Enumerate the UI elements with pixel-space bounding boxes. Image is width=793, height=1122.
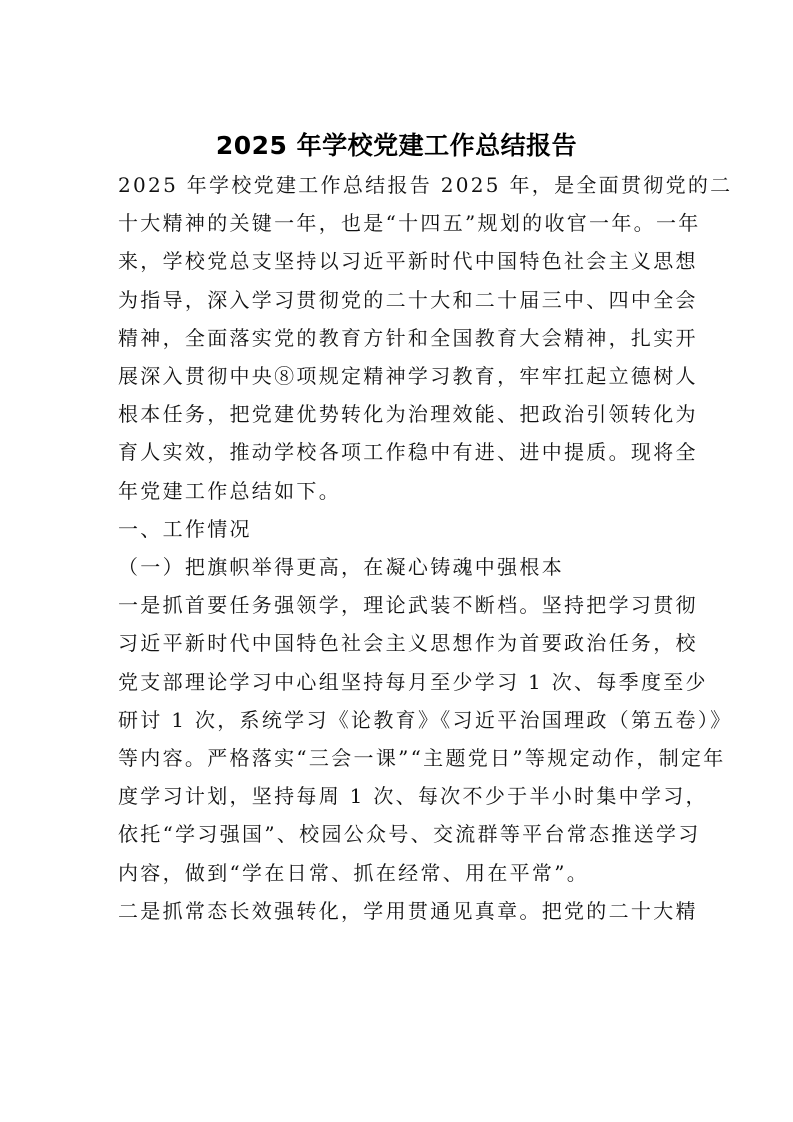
body-line: 习近平新时代中国特色社会主义思想作为首要政治任务，校 <box>118 631 698 656</box>
document-title: 2025 年学校党建工作总结报告 <box>215 131 578 160</box>
document-body <box>118 166 733 930</box>
body-line: 等内容。严格落实“三会一课”“主题党日”等规定动作，制定年 <box>118 746 726 771</box>
body-line: 精神，全面落实党的教育方针和全国教育大会精神，扎实开 <box>118 325 698 350</box>
body-line: 度学习计划，坚持每周 1 次、每次不少于半小时集中学习， <box>118 784 708 809</box>
body-line: 二是抓常态长效强转化，学用贯通见真章。把党的二十大精 <box>118 898 698 923</box>
body-line: 育人实效，推动学校各项工作稳中有进、进中提质。现将全 <box>118 440 698 465</box>
body-line: 根本任务，把党建优势转化为治理效能、把政治引领转化为 <box>118 402 698 427</box>
body-line: 党支部理论学习中心组坚持每月至少学习 1 次、每季度至少 <box>118 669 708 694</box>
body-line: 内容，做到“学在日常、抓在经常、用在平常”。 <box>118 860 590 885</box>
subsection-heading: （一）把旗帜举得更高，在凝心铸魂中强根本 <box>118 555 564 580</box>
section-heading: 一、工作情况 <box>118 516 252 541</box>
body-line: 来，学校党总支坚持以习近平新时代中国特色社会主义思想 <box>118 249 698 274</box>
body-line: 2025 年学校党建工作总结报告 2025 年，是全面贯彻党的二 <box>118 173 733 197</box>
body-line: 为指导，深入学习贯彻党的二十大和二十届三中、四中全会 <box>118 287 698 312</box>
body-line: 一是抓首要任务强领学，理论武装不断档。坚持把学习贯彻 <box>118 593 698 618</box>
body-line: 展深入贯彻中央⑧项规定精神学习教育，牢牢扛起立德树人 <box>118 364 698 389</box>
body-line: 年党建工作总结如下。 <box>118 478 341 503</box>
body-line: 十大精神的关键一年，也是“十四五”规划的收官一年。一年 <box>118 211 701 236</box>
body-line: 研讨 1 次，系统学习《论教育》《习近平治国理政（第五卷）》 <box>118 707 733 732</box>
body-line: 依托“学习强国”、校园公众号、交流群等平台常态推送学习 <box>118 822 701 847</box>
